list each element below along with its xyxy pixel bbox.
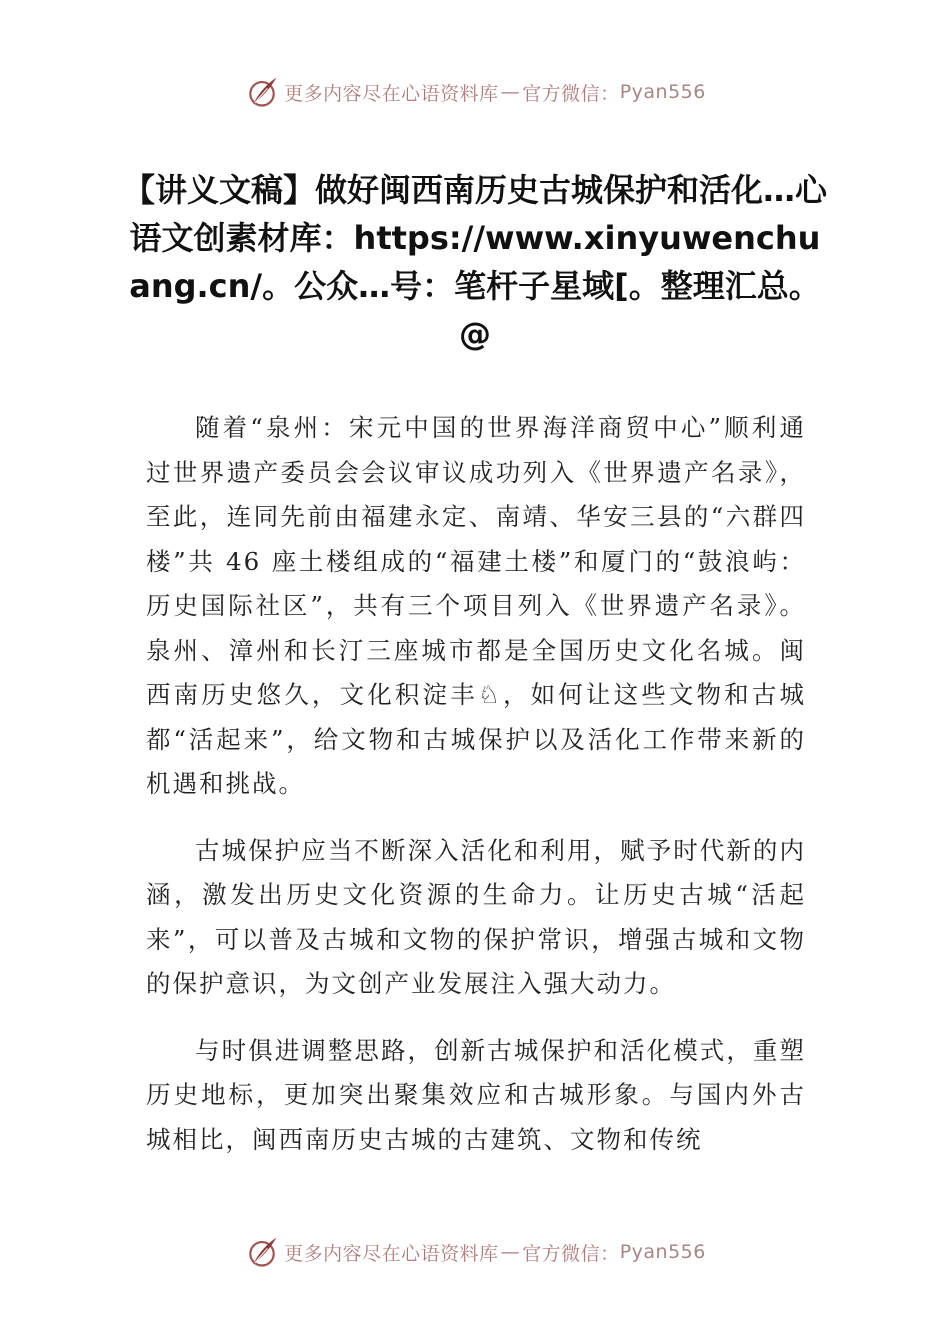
feather-quill-logo-icon [244,74,280,110]
wechat-id: Pyan556 [619,1241,706,1263]
paragraph-1: 随着“泉州：宋元中国的世界海洋商贸中心”顺利通过世界遗产委员会会议审议成功列入《世界遗产名录》，至此，连同先前由福建永定、南靖、华安三县的“六群四楼”共 46 座土楼组成的“福建土楼”和厦门的“鼓浪屿：历史国际社区”，共有三个项目列入《世界遗产名录》。泉州、漳州和长汀三座城市都是全国历史文化名城。闽西南历史悠久，文化积淀丰♘，如何让这些文物和古城都“活起来”，给文物和古城保护以及活化工作带来新的机遇和挑战。 [146,413,806,798]
wechat-label: 官方微信： [522,1242,620,1265]
document-body [146,406,806,1184]
banner-text: 更多内容尽在心语资料库 [284,82,499,105]
banner-text: 更多内容尽在心语资料库 [284,1242,499,1265]
paragraph-3: 与时俱进调整思路，创新古城保护和活化模式，重塑历史地标，更加突出聚集效应和古城形象。与国内外古城相比，闽西南历史古城的古建筑、文物和传统 [146,1035,806,1154]
wechat-label: 官方微信： [522,82,620,105]
wechat-id: Pyan556 [619,81,706,103]
header-banner [0,72,950,112]
banner-separator: — [500,1241,521,1263]
footer-banner [0,1232,950,1272]
document-title: 【讲义文稿】做好闽西南历史古城保护和活化…心语文创素材库：https://www.xinyuwenchuang.cn/。公众…号：笔杆子星域[。整理汇总。@ [122,171,827,353]
feather-quill-logo-icon [244,1234,280,1270]
banner-separator: — [500,81,521,103]
paragraph-2: 古城保护应当不断深入活化和利用，赋予时代新的内涵，激发出历史文化资源的生命力。让历史古城“活起来”，可以普及古城和文物的保护常识，增强古城和文物的保护意识，为文创产业发展注入强大动力。 [146,835,806,998]
